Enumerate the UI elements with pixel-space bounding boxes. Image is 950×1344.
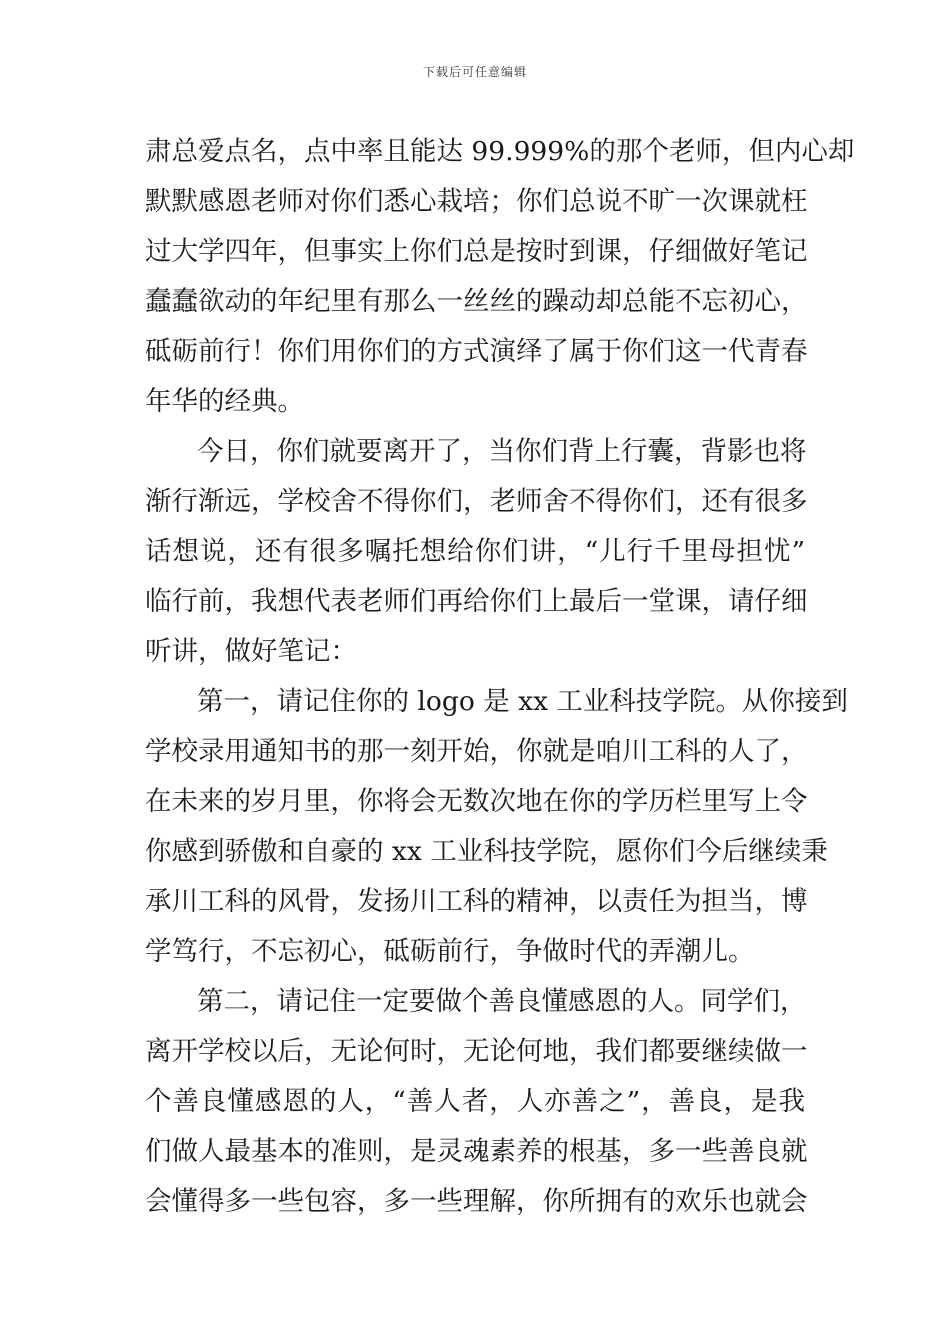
text-line: 在未来的岁月里，你将会无数次地在你的学历栏里写上令 (145, 786, 808, 817)
text-line: 离开学校以后，无论何时，无论何地，我们都要继续做一 (145, 1036, 808, 1067)
text-line: 砥砺前行！你们用你们的方式演绎了属于你们这一代青春 (145, 336, 808, 367)
text-line: 渐行渐远，学校舍不得你们，老师舍不得你们，还有很多 (145, 486, 808, 517)
text-line: 默默感恩老师对你们悉心栽培；你们总说不旷一次课就枉 (145, 186, 808, 217)
text-line: 临行前，我想代表老师们再给你们上最后一堂课，请仔细 (145, 586, 808, 617)
text-line: 们做人最基本的准则，是灵魂素养的根基，多一些善良就 (145, 1136, 808, 1167)
text-line: 个善良懂感恩的人，“善人者，人亦善之”，善良，是我 (145, 1086, 805, 1117)
document-body (145, 127, 855, 1227)
text-line: 过大学四年，但事实上你们总是按时到课，仔细做好笔记 (145, 236, 808, 267)
text-line: 会懂得多一些包容，多一些理解，你所拥有的欢乐也就会 (145, 1186, 808, 1217)
text-line: 承川工科的风骨，发扬川工科的精神，以责任为担当，博 (145, 886, 808, 917)
text-line: 第一，请记住你的 logo 是 xx 工业科技学院。从你接到 (197, 686, 848, 717)
text-line: 话想说，还有很多嘱托想给你们讲，“儿行千里母担忧” (145, 536, 805, 567)
text-line: 肃总爱点名，点中率且能达 99.999%的那个老师，但内心却 (145, 136, 855, 167)
text-line: 学笃行，不忘初心，砥砺前行，争做时代的弄潮儿。 (145, 936, 755, 967)
text-line: 今日，你们就要离开了，当你们背上行囊，背影也将 (197, 436, 807, 467)
text-line: 年华的经典。 (145, 386, 304, 417)
text-line: 第二，请记住一定要做个善良懂感恩的人。同学们， (197, 986, 807, 1017)
text-line: 你感到骄傲和自豪的 xx 工业科技学院，愿你们今后继续秉 (145, 836, 828, 867)
text-line: 蠢蠢欲动的年纪里有那么一丝丝的躁动却总能不忘初心， (145, 286, 808, 317)
text-line: 听讲，做好笔记： (145, 636, 357, 667)
text-line: 学校录用通知书的那一刻开始，你就是咱川工科的人了， (145, 736, 808, 767)
page-header: 下载后可任意编辑 (422, 65, 527, 79)
